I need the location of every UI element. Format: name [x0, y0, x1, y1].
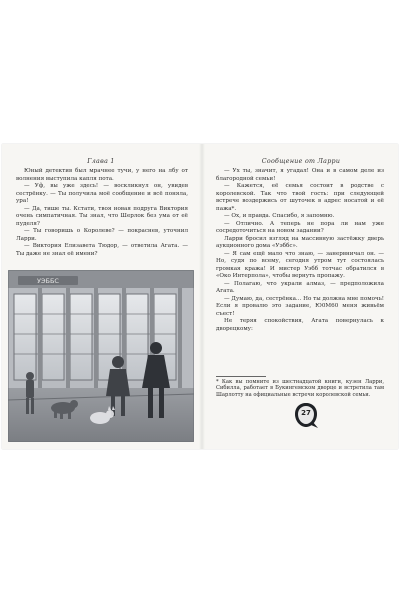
paragraph: — Отлично. А теперь не пора ли нам уже сосредоточиться на новом задании? [216, 220, 384, 234]
chapter-title: Сообщение от Ларри [261, 158, 341, 165]
paragraph: — Ты говоришь о Королеве? — покраснев, уточнил Ларри. [16, 228, 188, 242]
paragraph: Не теряя спокойствия, Агата повернулась к дворецкому: [216, 318, 384, 332]
paragraph: — Ух ты, значит, я угадал! Она и в самом деле из благородной семьи! [216, 168, 384, 182]
right-page [204, 144, 398, 449]
page-number-badge [292, 401, 320, 429]
paragraph: Ларри бросил взгляд на массивную застёжку дверь аукционного дома «Уэббс». [216, 235, 384, 249]
paragraph: — Полагаю, что украли алмаз, — предположила Агата. [216, 280, 384, 294]
footnote-text: * Как вы помните из шестнадцатой книги, кузен Ларри, Сибилла, работает в Букингемском дворце и встретила там Шарлотту на официальные встречи королевской семьи. [216, 379, 384, 398]
paragraph: — Уф, вы уже здесь! — воскликнул он, увидев сестрёнку. — Ты получила моё сообщение и всё поняла, ура! [16, 183, 188, 204]
paragraph: — Ох, и правда. Спасибо, я запомню. [224, 213, 335, 219]
right-page-text [216, 168, 384, 333]
footnote-divider [216, 376, 266, 377]
left-page [2, 144, 200, 449]
paragraph: Юный детектив был мрачнее тучи, у него на лбу от волнения выступила капля пота. [16, 168, 188, 182]
chapter-header: Глава 1 [87, 158, 115, 165]
book-spread [2, 144, 398, 449]
paragraph: — Думаю, да, сестрёнка... Но ты должна мне помочь! Если я провалю это задание, Ю0М60 меня живьём съест! [216, 295, 384, 317]
page-number: 27 [301, 409, 311, 417]
illustration-auction-house-scene [8, 270, 194, 442]
shop-sign: УЭББС [37, 277, 59, 285]
footnote [216, 379, 384, 398]
paragraph: — Виктория Елизавета Тюдор, — ответила Агата. — Ты даже не знал её имени? [16, 243, 188, 257]
paragraph: — Я сам ещё мало что знаю, — занервничал он. — Но, судя по всему, сегодня утром тут состоялась громкая кража! И мистер Уэбб тотчас обратился в «Око Интерпола», чтобы вернуть пропажу. [216, 250, 384, 279]
paragraph: — Кажется, её семья состоит в родстве с королевской. Так что твой гость: при следующей встрече воздержись от шуточек в адрес носатой и её пажа*. [216, 183, 384, 212]
paragraph: — Да, тише ты. Кстати, твоя новая подруга Виктория очень симпатичная. Ты знал, что Шерлок без ума от её пуделя? [16, 205, 188, 227]
left-page-text [16, 168, 188, 258]
